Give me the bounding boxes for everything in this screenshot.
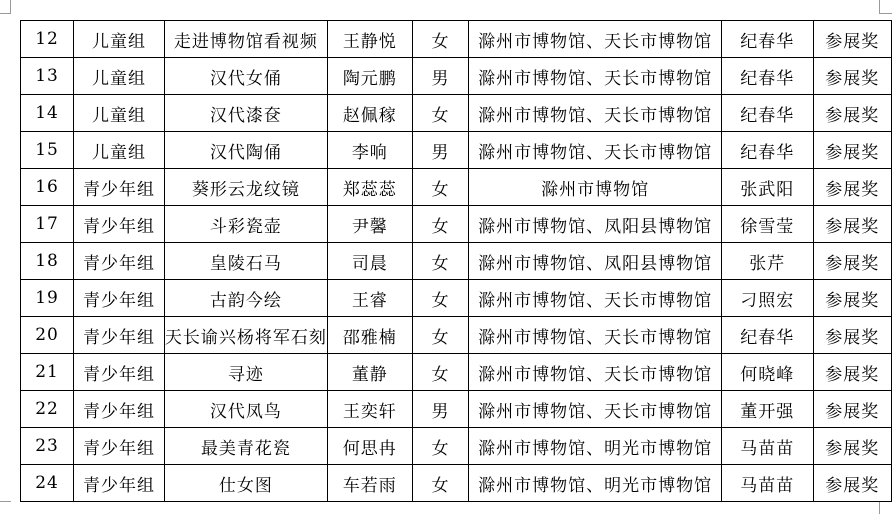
- cell-museum: 滁州市博物馆、天长市博物馆: [469, 280, 722, 317]
- cell-group: 儿童组: [74, 58, 165, 95]
- cell-work-title: 寻迹: [164, 354, 327, 391]
- cell-work-title: 皇陵石马: [164, 243, 327, 280]
- cell-number: 19: [21, 280, 74, 317]
- cell-gender: 女: [412, 280, 468, 317]
- cell-work-title: 汉代凤鸟: [164, 391, 327, 428]
- cell-author-name: 李响: [327, 132, 412, 169]
- cell-museum: 滁州市博物馆、凤阳县博物馆: [469, 243, 722, 280]
- cell-gender: 男: [412, 391, 468, 428]
- cell-group: 儿童组: [74, 21, 165, 58]
- cell-number: 13: [21, 58, 74, 95]
- table-row: [21, 206, 892, 243]
- cell-work-title: 葵形云龙纹镜: [164, 169, 327, 206]
- cell-award: 参展奖: [813, 391, 891, 428]
- cell-work-title: 汉代陶俑: [164, 132, 327, 169]
- cell-award: 参展奖: [813, 21, 891, 58]
- table-body: [21, 21, 892, 502]
- page-corner-mark: [0, 13, 11, 14]
- cell-award: 参展奖: [813, 95, 891, 132]
- table-row: [21, 169, 892, 206]
- cell-author-name: 王静悦: [327, 21, 412, 58]
- table-row: [21, 95, 892, 132]
- cell-author-name: 陶元鹏: [327, 58, 412, 95]
- cell-teacher: 纪春华: [722, 21, 814, 58]
- table-row: [21, 391, 892, 428]
- cell-museum: 滁州市博物馆、天长市博物馆: [469, 58, 722, 95]
- cell-work-title: 汉代漆奁: [164, 95, 327, 132]
- cell-teacher: 张芹: [722, 243, 814, 280]
- cell-museum: 滁州市博物馆、天长市博物馆: [469, 354, 722, 391]
- cell-teacher: 纪春华: [722, 58, 814, 95]
- page-corner-mark: [10, 0, 11, 14]
- cell-award: 参展奖: [813, 58, 891, 95]
- cell-teacher: 马苗苗: [722, 428, 814, 465]
- table-row: [21, 280, 892, 317]
- page-corner-mark: [879, 501, 880, 514]
- cell-gender: 女: [412, 317, 468, 354]
- cell-number: 24: [21, 465, 74, 502]
- cell-group: 儿童组: [74, 132, 165, 169]
- page-corner-mark: [879, 0, 880, 14]
- cell-work-title: 古韵今绘: [164, 280, 327, 317]
- cell-number: 17: [21, 206, 74, 243]
- cell-award: 参展奖: [813, 465, 891, 502]
- cell-award: 参展奖: [813, 243, 891, 280]
- cell-group: 青少年组: [74, 243, 165, 280]
- cell-teacher: 刁照宏: [722, 280, 814, 317]
- cell-award: 参展奖: [813, 317, 891, 354]
- cell-number: 18: [21, 243, 74, 280]
- cell-number: 22: [21, 391, 74, 428]
- cell-group: 青少年组: [74, 280, 165, 317]
- table-row: [21, 21, 892, 58]
- cell-teacher: 何晓峰: [722, 354, 814, 391]
- cell-number: 16: [21, 169, 74, 206]
- cell-work-title: 最美青花瓷: [164, 428, 327, 465]
- cell-work-title: 仕女图: [164, 465, 327, 502]
- table-row: [21, 354, 892, 391]
- cell-gender: 女: [412, 354, 468, 391]
- cell-author-name: 尹馨: [327, 206, 412, 243]
- cell-teacher: 纪春华: [722, 317, 814, 354]
- cell-award: 参展奖: [813, 280, 891, 317]
- award-list-table: [20, 20, 892, 502]
- cell-author-name: 郑蕊蕊: [327, 169, 412, 206]
- cell-award: 参展奖: [813, 354, 891, 391]
- page-corner-mark: [0, 501, 11, 502]
- page-corner-mark: [879, 13, 892, 14]
- cell-work-title: 汉代女俑: [164, 58, 327, 95]
- table-row: [21, 465, 892, 502]
- table-row: [21, 58, 892, 95]
- cell-teacher: 张武阳: [722, 169, 814, 206]
- cell-author-name: 赵佩稼: [327, 95, 412, 132]
- cell-group: 青少年组: [74, 169, 165, 206]
- cell-work-title: 天长谕兴杨将军石刻: [164, 317, 327, 354]
- cell-award: 参展奖: [813, 206, 891, 243]
- cell-number: 23: [21, 428, 74, 465]
- cell-teacher: 董开强: [722, 391, 814, 428]
- cell-author-name: 司晨: [327, 243, 412, 280]
- cell-award: 参展奖: [813, 132, 891, 169]
- cell-museum: 滁州市博物馆、天长市博物馆: [469, 132, 722, 169]
- cell-museum: 滁州市博物馆: [469, 169, 722, 206]
- cell-gender: 女: [412, 465, 468, 502]
- table-row: [21, 243, 892, 280]
- cell-work-title: 斗彩瓷壶: [164, 206, 327, 243]
- cell-teacher: 马苗苗: [722, 465, 814, 502]
- table-row: [21, 428, 892, 465]
- cell-number: 14: [21, 95, 74, 132]
- cell-museum: 滁州市博物馆、天长市博物馆: [469, 391, 722, 428]
- cell-gender: 女: [412, 95, 468, 132]
- cell-gender: 女: [412, 169, 468, 206]
- cell-museum: 滁州市博物馆、明光市博物馆: [469, 428, 722, 465]
- cell-museum: 滁州市博物馆、天长市博物馆: [469, 21, 722, 58]
- cell-group: 青少年组: [74, 206, 165, 243]
- cell-museum: 滁州市博物馆、天长市博物馆: [469, 95, 722, 132]
- cell-author-name: 车若雨: [327, 465, 412, 502]
- cell-gender: 女: [412, 243, 468, 280]
- cell-group: 青少年组: [74, 317, 165, 354]
- cell-gender: 男: [412, 132, 468, 169]
- cell-group: 儿童组: [74, 95, 165, 132]
- cell-teacher: 纪春华: [722, 132, 814, 169]
- cell-group: 青少年组: [74, 465, 165, 502]
- cell-award: 参展奖: [813, 169, 891, 206]
- cell-group: 青少年组: [74, 354, 165, 391]
- cell-group: 青少年组: [74, 391, 165, 428]
- cell-museum: 滁州市博物馆、凤阳县博物馆: [469, 206, 722, 243]
- cell-number: 15: [21, 132, 74, 169]
- table-row: [21, 317, 892, 354]
- cell-museum: 滁州市博物馆、明光市博物馆: [469, 465, 722, 502]
- cell-gender: 女: [412, 206, 468, 243]
- cell-author-name: 王奕轩: [327, 391, 412, 428]
- cell-work-title: 走进博物馆看视频: [164, 21, 327, 58]
- cell-author-name: 董静: [327, 354, 412, 391]
- cell-gender: 男: [412, 58, 468, 95]
- cell-number: 12: [21, 21, 74, 58]
- cell-teacher: 徐雪莹: [722, 206, 814, 243]
- cell-teacher: 纪春华: [722, 95, 814, 132]
- cell-gender: 女: [412, 428, 468, 465]
- cell-author-name: 邵雅楠: [327, 317, 412, 354]
- cell-gender: 女: [412, 21, 468, 58]
- cell-group: 青少年组: [74, 428, 165, 465]
- cell-number: 21: [21, 354, 74, 391]
- cell-award: 参展奖: [813, 428, 891, 465]
- table-row: [21, 132, 892, 169]
- cell-museum: 滁州市博物馆、天长市博物馆: [469, 317, 722, 354]
- cell-author-name: 王睿: [327, 280, 412, 317]
- cell-number: 20: [21, 317, 74, 354]
- cell-author-name: 何思冉: [327, 428, 412, 465]
